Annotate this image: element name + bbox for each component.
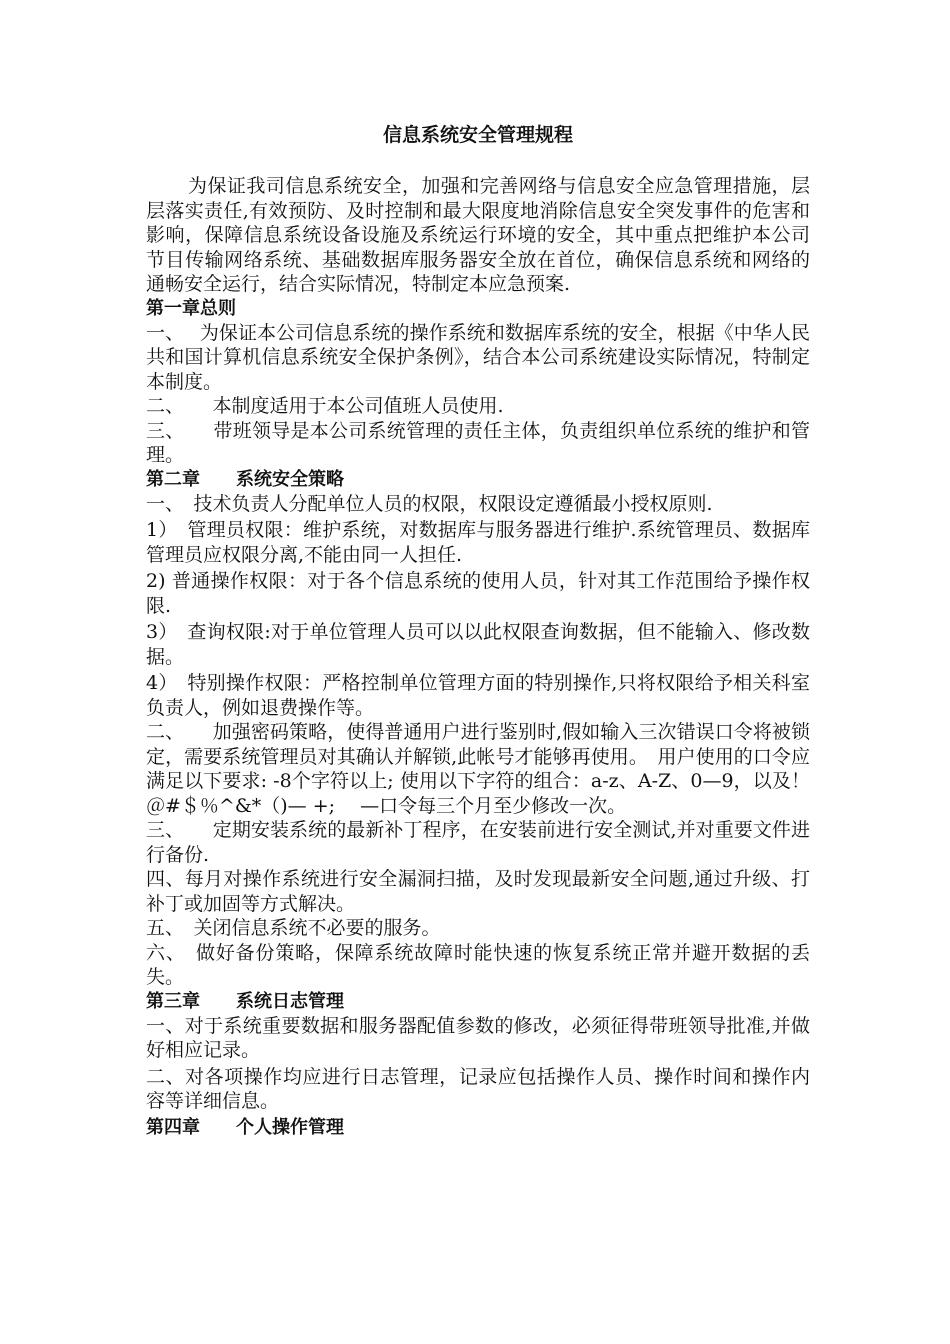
chapter-2-item-5: 五、 关闭信息系统不必要的服务。 xyxy=(146,917,441,939)
chapter-3-heading: 第三章 系统日志管理 xyxy=(146,990,344,1012)
chapter-3-item-1: 一、对于系统重要数据和服务器配值参数的修改，必须征得带班领导批准,并做好相应记录。 xyxy=(146,1014,810,1061)
chapter-2-item-1: 一、 技术负责人分配单位人员的权限，权限设定遵循最小授权原则. xyxy=(146,492,713,515)
chapter-1-item-1: 一、 为保证本公司信息系统的操作系统和数据库系统的安全，根据《中华人民共和国计算机信息系统安全保护条例》，结合本公司系统建设实际情况，特制定本制度。 xyxy=(146,321,810,393)
chapter-2-item-special-permission: 4） 特别操作权限：严格控制单位管理方面的特别操作,只将权限给予相关科室负责人，例如退费操作等。 xyxy=(146,672,810,719)
chapter-2-item-normal-permission: 2) 普通操作权限：对于各个信息系统的使用人员，针对其工作范围给予操作权限. xyxy=(146,570,810,617)
chapter-1-item-2: 二、 本制度适用于本公司值班人员使用. xyxy=(146,395,504,417)
document-title: 信息系统安全管理规程 xyxy=(382,124,573,146)
chapter-2-item-query-permission: 3） 查询权限:对于单位管理人员可以以此权限查询数据，但不能输入、修改数据。 xyxy=(146,621,810,668)
intro-paragraph: 为保证我司信息系统安全，加强和完善网络与信息安全应急管理措施，层层落实责任,有效预防、及时控制和最大限度地消除信息安全突发事件的危害和影响，保障信息系统设备设施及系统运行环境的安全，其中重点把维护本公司节目传输网络系统、基础数据库服务器安全放在首位，确保信息系统和网络的通畅安全运行，结合实际情况，特制定本应急预案. xyxy=(146,175,810,295)
chapter-2-item-2: 二、 加强密码策略，使得普通用户进行鉴别时,假如输入三次错误口令将被锁定，需要系统管理员对其确认并解锁,此帐号才能够再使用。 用户使用的口令应满足以下要求: -8个字符以上; 使用以下字符的组合：a-z、A-Z、0—9，以及！＠#＄％^&*（)— +; —口令每三个月至少修改一次。 xyxy=(146,721,810,817)
document-page xyxy=(146,118,810,1140)
chapter-4-heading: 第四章 个人操作管理 xyxy=(146,1116,344,1138)
chapter-1-heading: 第一章总则 xyxy=(146,297,236,319)
chapter-2-item-4: 四、每月对操作系统进行安全漏洞扫描，及时发现最新安全问题,通过升级、打补丁或加固等方式解决。 xyxy=(146,868,810,915)
chapter-1-item-3: 三、 带班领导是本公司系统管理的责任主体，负责组织单位系统的维护和管理。 xyxy=(146,419,810,466)
chapter-3-item-2: 二、对各项操作均应进行日志管理，记录应包括操作人员、操作时间和操作内容等详细信息。 xyxy=(146,1065,810,1112)
chapter-2-item-admin-permission: 1） 管理员权限：维护系统，对数据库与服务器进行维护.系统管理员、数据库管理员应权限分离,不能由同一人担任. xyxy=(146,519,810,566)
chapter-2-item-3: 三、 定期安装系统的最新补丁程序，在安装前进行安全测试,并对重要文件进行备份. xyxy=(146,819,810,866)
chapter-2-item-6: 六、 做好备份策略，保障系统故障时能快速的恢复系统正常并避开数据的丢失。 xyxy=(146,941,810,988)
chapter-2-heading: 第二章 系统安全策略 xyxy=(146,468,344,490)
